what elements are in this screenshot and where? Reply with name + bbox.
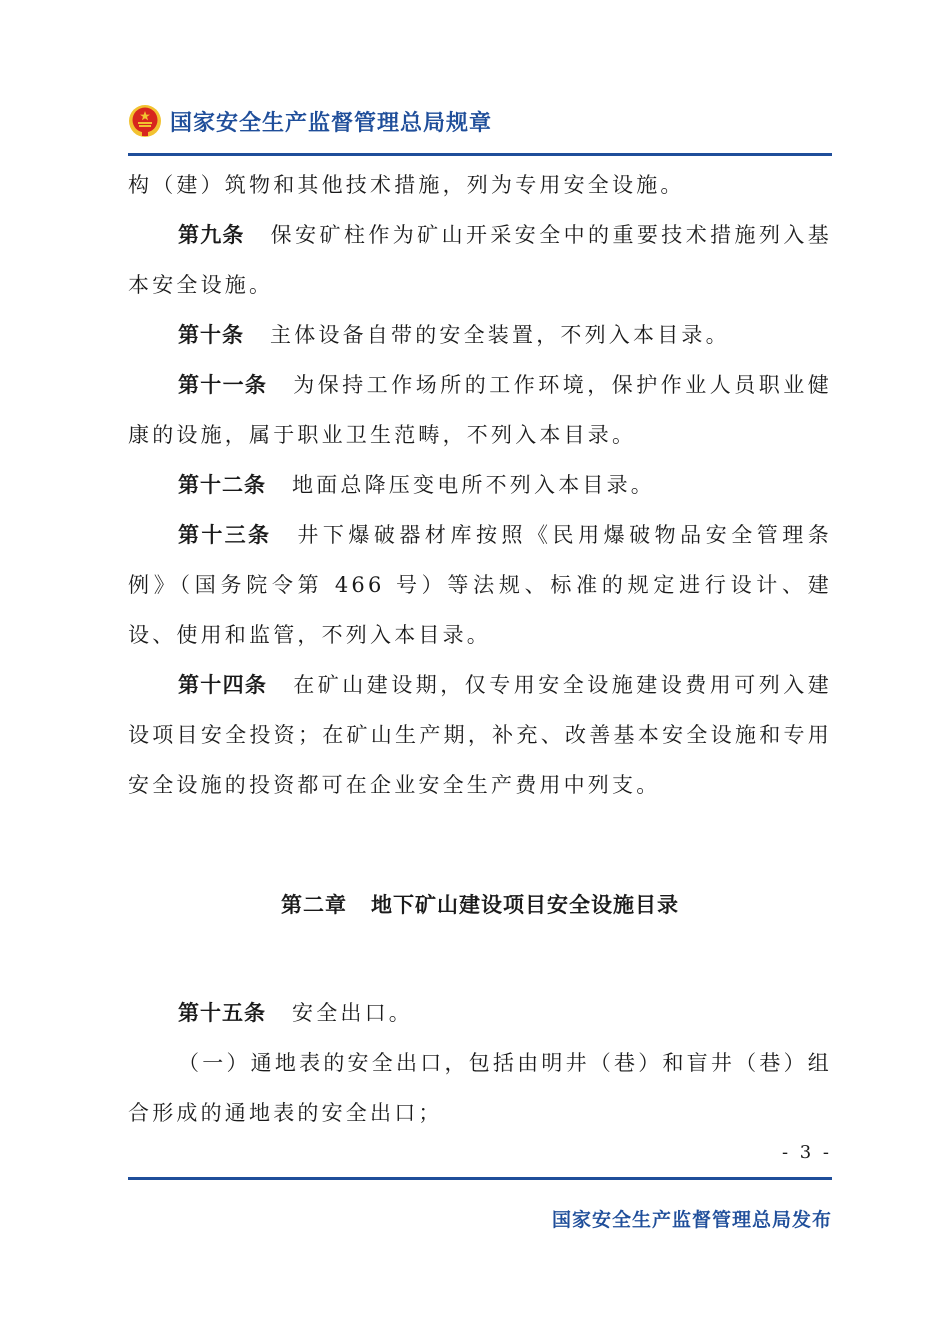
article-label: 第十四条 (178, 673, 268, 697)
article-text: 主体设备自带的安全装置，不列入本目录。 (270, 323, 730, 347)
article-11 (128, 360, 832, 460)
article-text: 井下爆破器材库按照《民用爆破物品安全管理条例》（国务院令第 466 号）等法规、标准的规定进行设计、建设、使用和监管，不列入本目录。 (128, 523, 833, 647)
article-text: 地面总降压变电所不列入本目录。 (292, 473, 655, 497)
document-body (128, 160, 832, 1138)
article-label: 第十二条 (178, 473, 266, 497)
paragraph-continuation: 构（建）筑物和其他技术措施，列为专用安全设施。 (128, 173, 685, 197)
article-13 (128, 510, 832, 660)
chapter-number: 第二章 (281, 893, 347, 917)
article-label: 第九条 (178, 223, 245, 247)
article-text: 安全出口。 (292, 1001, 413, 1025)
page-number: - 3 - (781, 1142, 832, 1163)
list-item: （一）通地表的安全出口，包括由明井（巷）和盲井（巷）组合形成的通地表的安全出口； (128, 1051, 832, 1125)
article-text: 为保持工作场所的工作环境，保护作业人员职业健康的设施，属于职业卫生范畴，不列入本目录。 (128, 373, 832, 447)
chapter-heading (128, 880, 832, 930)
chapter-title: 地下矿山建设项目安全设施目录 (371, 893, 679, 917)
article-9 (128, 210, 832, 310)
article-label: 第十五条 (178, 1001, 266, 1025)
article-14 (128, 660, 832, 810)
national-emblem-icon (128, 104, 162, 138)
footer-divider (128, 1177, 832, 1180)
article-15 (128, 988, 832, 1038)
article-12 (128, 460, 832, 510)
footer-publisher: 国家安全生产监督管理总局发布 (551, 1209, 832, 1231)
header-title: 国家安全生产监督管理总局规章 (170, 111, 493, 136)
article-label: 第十一条 (178, 373, 268, 397)
page-header (128, 100, 832, 148)
article-label: 第十三条 (178, 523, 272, 547)
article-label: 第十条 (178, 323, 244, 347)
header-divider (128, 153, 832, 156)
article-text: 保安矿柱作为矿山开采安全中的重要技术措施列入基本安全设施。 (128, 223, 832, 297)
article-text: 在矿山建设期，仅专用安全设施建设费用可列入建设项目安全投资；在矿山生产期，补充、改善基本安全设施和专用安全设施的投资都可在企业安全生产费用中列支。 (128, 673, 832, 797)
article-10 (128, 310, 832, 360)
